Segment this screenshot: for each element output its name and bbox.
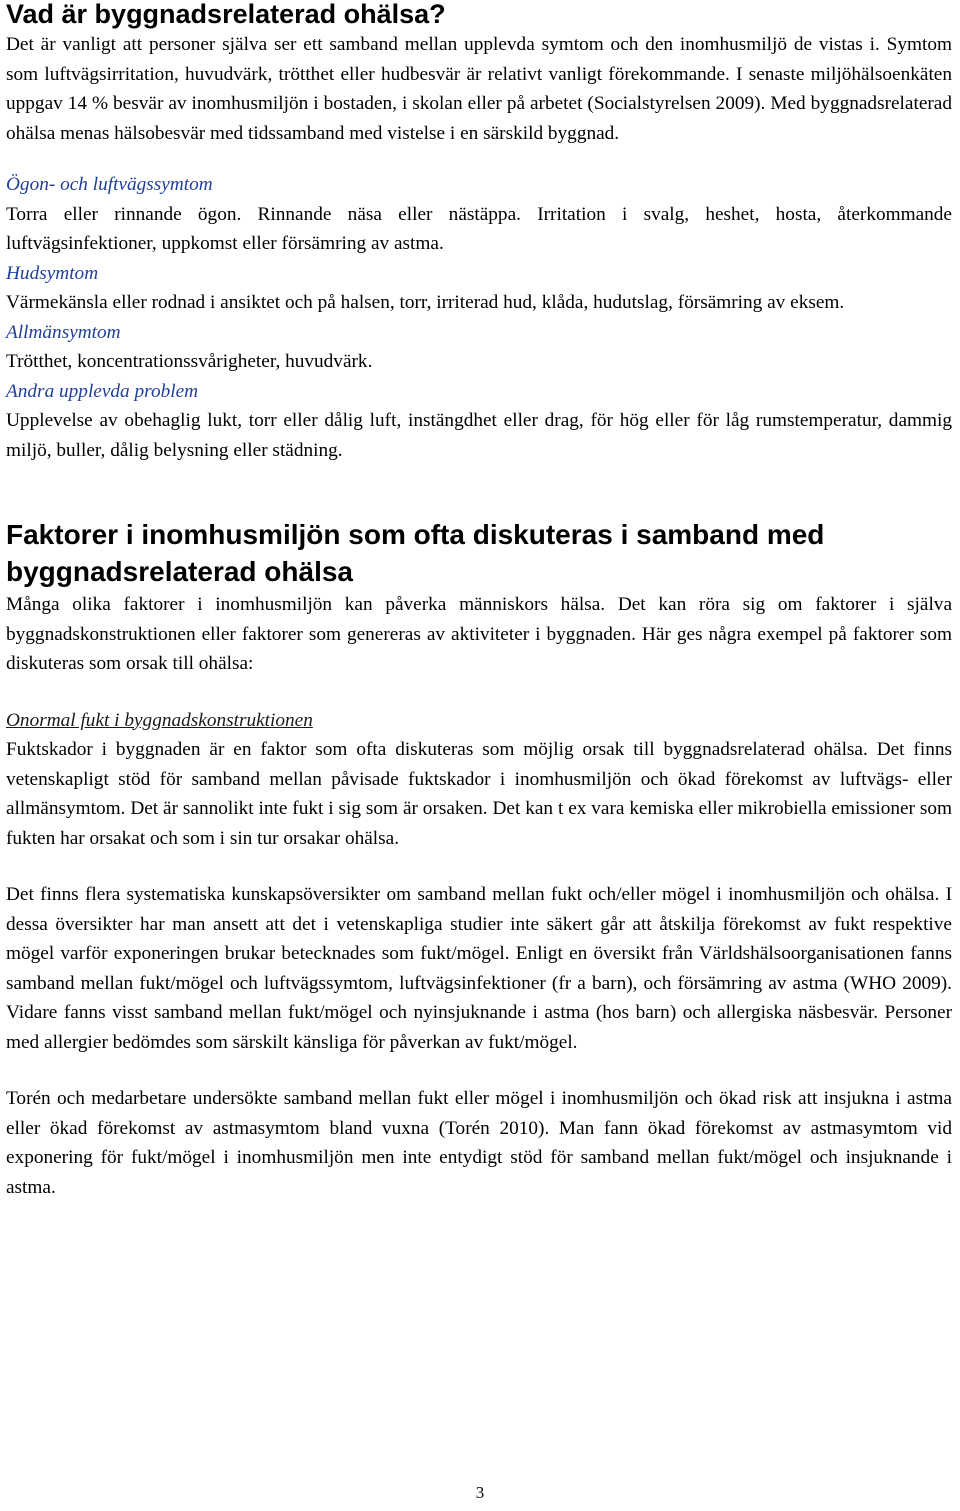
symptom-text-skin: Värmekänsla eller rodnad i ansiktet och på halsen, torr, irriterad hud, klåda, hudutslag, försämring av eksem. [6,292,845,313]
page-number: 3 [475,1483,485,1502]
moisture-paragraph-2: Det finns flera systematiska kunskapsöversikter om samband mellan fukt och/eller mögel i inomhusmiljön och ohälsa. I dessa översikter har man ansett att det i vetenskapliga studier inte säkert går att åtskilja förekomst av fukt respektive mögel varför exponeringen brukar betecknades som fukt/mögel. Enligt en översikt från Världshälsoorganisationen fanns samband mellan fukt/mögel och luftvägssymtom, luftvägsinfektioner (fr a barn), och försämring av astma (WHO 2009). Vidare fanns visst samband mellan fukt/mögel och nyinsjuknande i astma (hos barn) och allergiska näsbesvär. Personer med allergier bedömdes som särskilt känsliga för påverkan av fukt/mögel. [6,884,952,1053]
section-title: Vad är byggnadsrelaterad ohälsa? [6,0,446,29]
spacer [6,853,952,880]
symptom-heading-eyes-airways: Ögon- och luftvägssymtom [6,174,213,195]
section-title-factors: Faktorer i inomhusmiljön som ofta diskuteras i samband med byggnadsrelaterad ohälsa [6,519,825,587]
subsection-heading-moisture: Onormal fukt i byggnadskonstruktionen [6,709,313,731]
factors-intro-paragraph: Många olika faktorer i inomhusmiljön kan påverka människors hälsa. Det kan röra sig om faktorer i själva byggnadskonstruktionen eller faktorer som genereras av aktiviteter i byggnaden. Här ges några exempel på faktorer som diskuteras som orsak till ohälsa: [6,594,952,674]
spacer [6,148,952,170]
symptom-text-other: Upplevelse av obehaglig lukt, torr eller dålig luft, instängdhet eller drag, för hög eller för låg rumstemperatur, dammig miljö, buller, dålig belysning eller städning. [6,410,952,461]
symptom-heading-general: Allmänsymtom [6,321,121,343]
moisture-paragraph-3: Torén och medarbetare undersökte samband mellan fukt eller mögel i inomhusmiljön och ökad risk att insjukna i astma eller ökad förekomst av astmasymtom bland vuxna (Torén 2010). Man fann ökad förekomst av astmasymtom vid exponering för fukt/mögel i inomhusmiljön men inte entydigt stöd för samband mellan fukt/mögel och insjuknande i astma. [6,1088,952,1198]
spacer [6,679,952,706]
moisture-paragraph-1: Fuktskador i byggnaden är en faktor som ofta diskuteras som möjlig orsak till byggnadsrelaterad ohälsa. Det finns vetenskapligt stöd för samband mellan påvisade fuktskador i inomhusmiljön och ökad förekomst av luftvägs- eller allmänsymtom. Det är sannolikt inte fukt i sig som är orsaken. Det kan t ex vara kemiska eller mikrobiella emissioner som fukten har orsakat och som i sin tur orsakar ohälsa. [6,739,952,849]
symptom-text-general: Trötthet, koncentrationssvårigheter, huvudvärk. [6,351,373,372]
symptom-heading-other: Andra upplevda problem [6,380,199,402]
symptom-text-eyes-airways: Torra eller rinnande ögon. Rinnande näsa eller nästäppa. Irritation i svalg, heshet, hosta, återkommande luftvägsinfektioner, uppkomst eller försämring av astma. [6,203,952,254]
document-page [6,0,952,1202]
symptom-heading-skin: Hudsymtom [6,262,99,284]
spacer [6,1057,952,1084]
intro-paragraph: Det är vanligt att personer själva ser ett samband mellan upplevda symtom och den inomhusmiljö de vistas i. Symtom som luftvägsirritation, huvudvärk, trötthet eller hudbesvär är relativt vanligt förekommande. I senaste miljöhälsoenkäten uppgav 14 % besvär av inomhusmiljön i bostaden, i skolan eller på arbetet (Socialstyrelsen 2009). Med byggnadsrelaterad ohälsa menas hälsobesvär med tidssamband med vistelse i en särskild byggnad. [6,34,952,144]
